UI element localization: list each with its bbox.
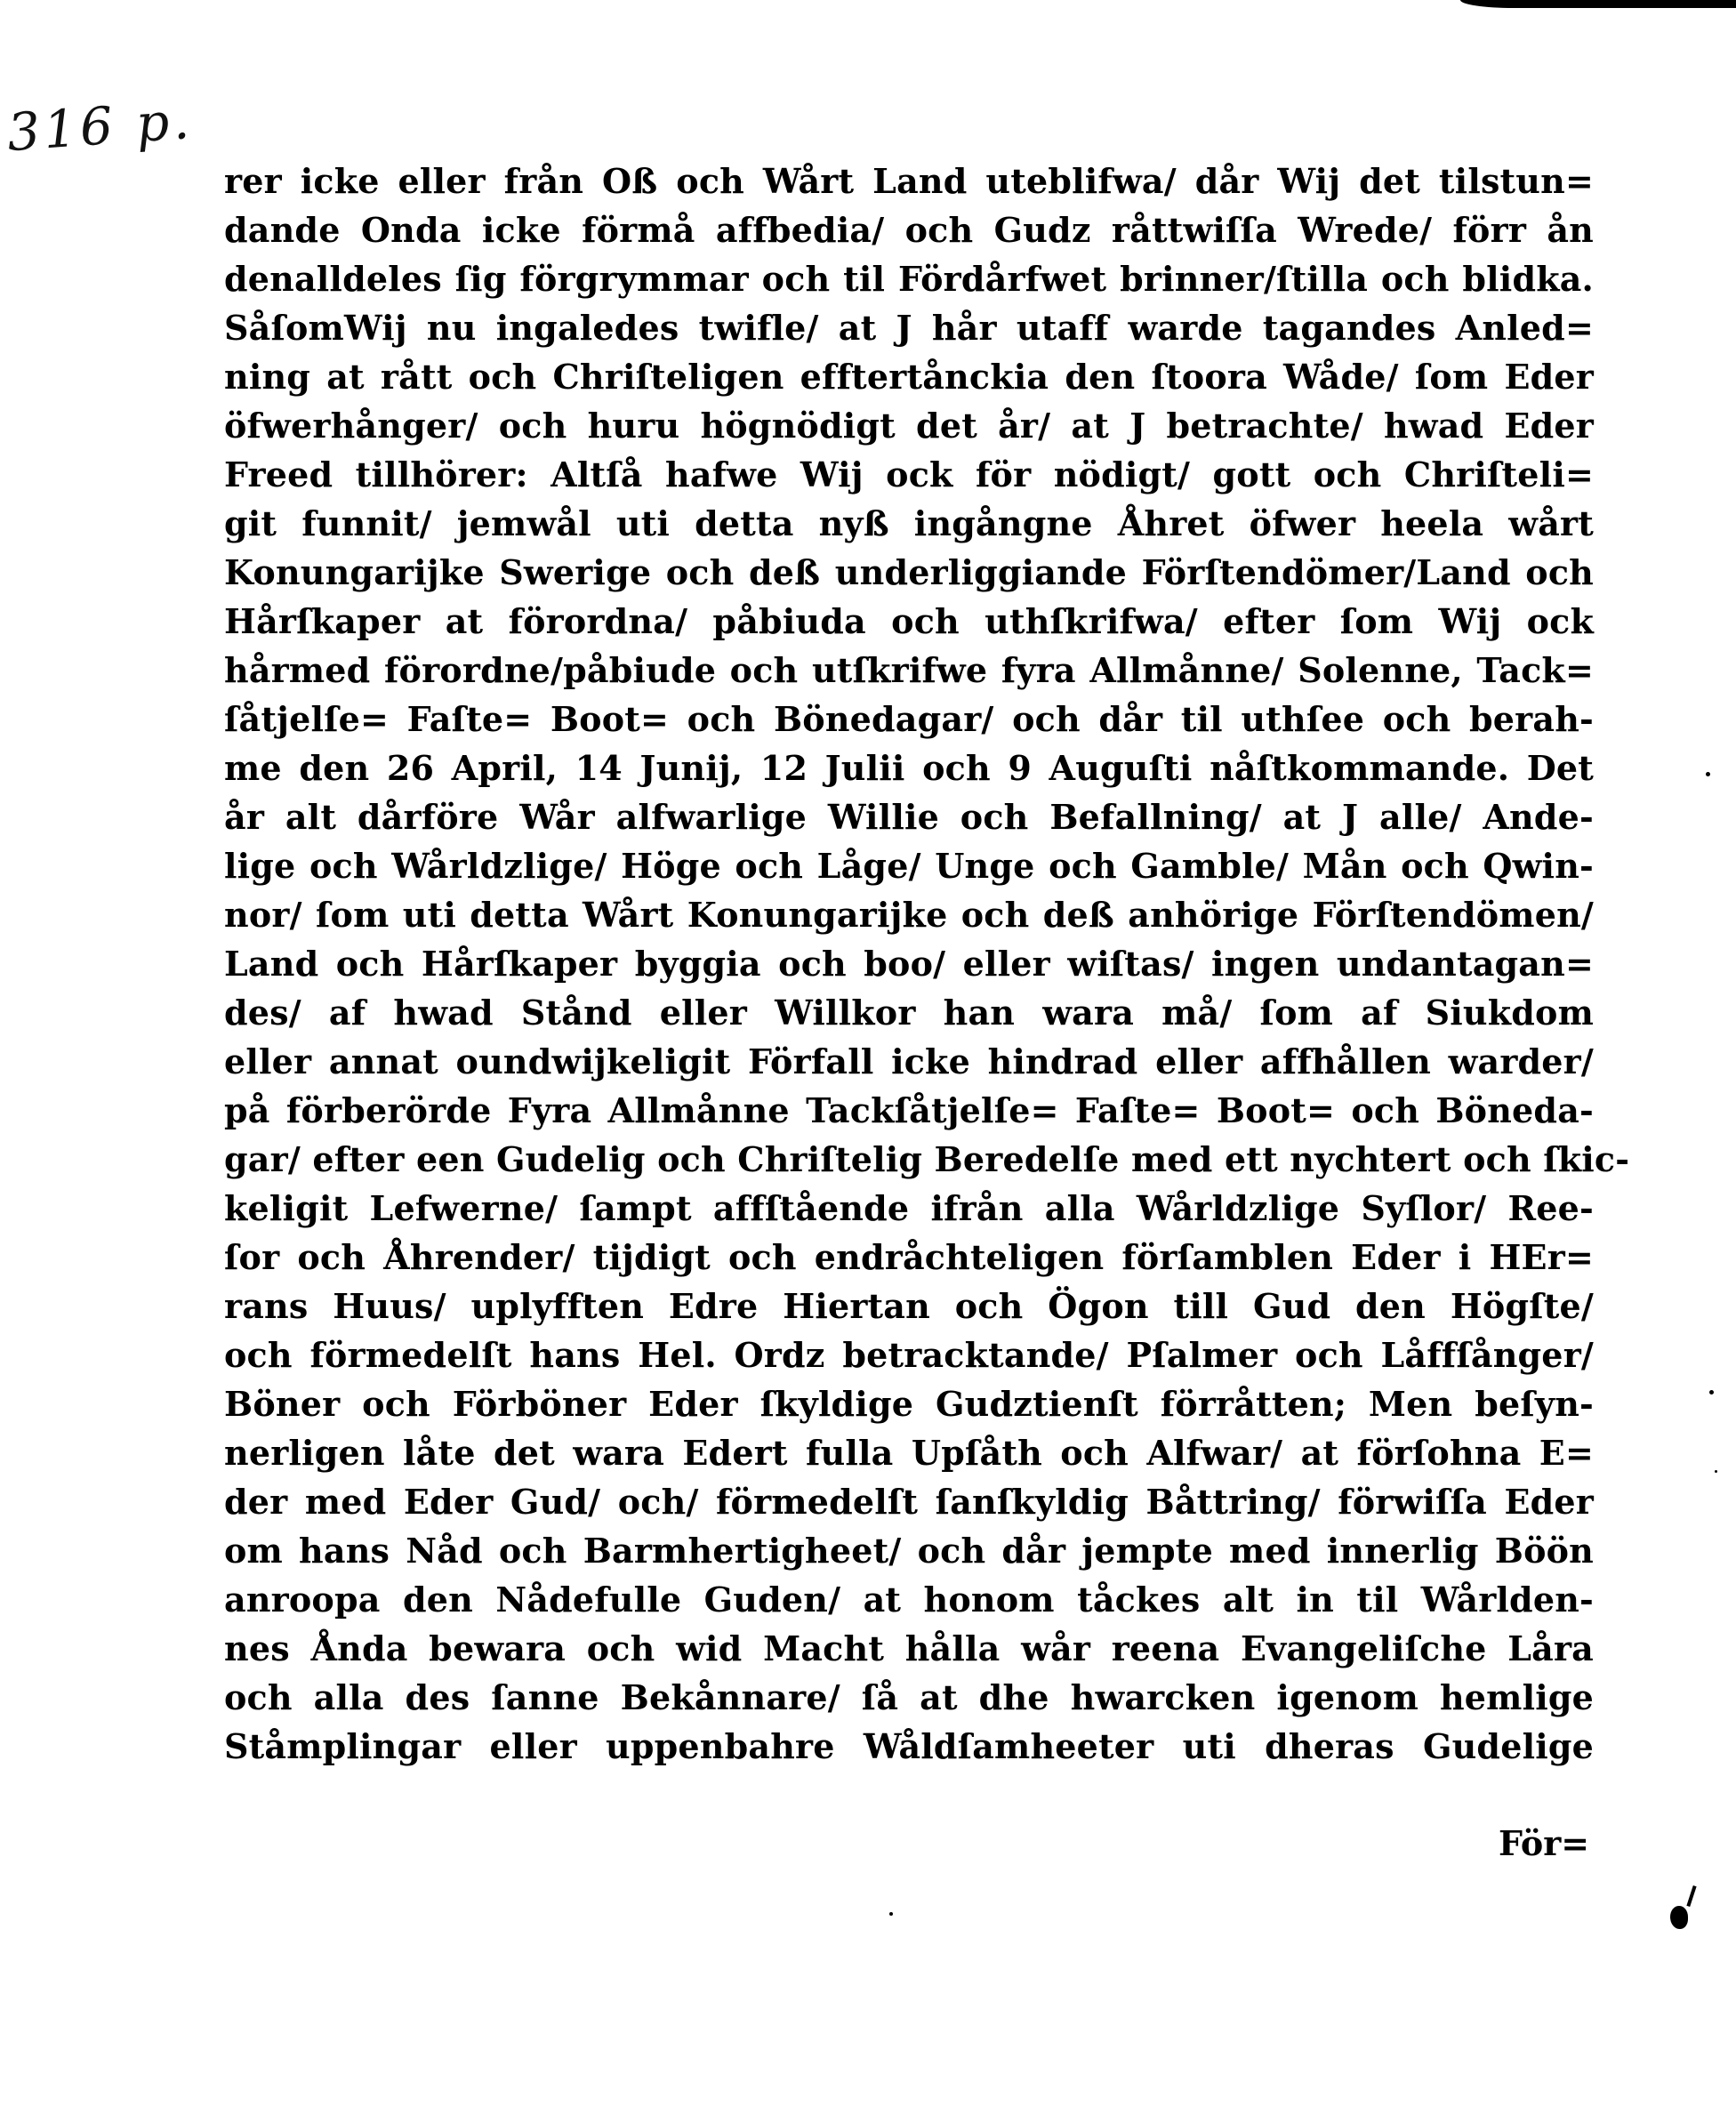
text-line: rer icke eller från Oß och Wårt Land uteblifwa/ dår Wij det tilstun= bbox=[224, 161, 1594, 201]
text-line: SåſomWij nu ingaledes twifle/ at J hår utaff warde tagandes Anled= bbox=[224, 308, 1594, 348]
text-line: år alt dårföre Wår alfwarlige Willie och Befallning/ at J alle/ Ande- bbox=[224, 797, 1594, 837]
page-edge-shadow bbox=[1460, 0, 1736, 8]
text-line: och alla des ſanne Bekånnare/ ſå at dhe hwarcken igenom hemlige bbox=[224, 1677, 1594, 1717]
text-line: ſåtjelſe= Faſte= Boot= och Bönedagar/ och dår til uthſee och berah- bbox=[224, 699, 1594, 739]
text-line: gar/ efter een Gudelig och Chriſtelig Beredelſe med ett nychtert och ſkic- bbox=[224, 1139, 1630, 1179]
text-line: keligit Lefwerne/ ſampt affſtående ifrån alla Wårldzlige Syſlor/ Ree- bbox=[224, 1188, 1594, 1228]
text-line: eller annat oundwijkeligit Förfall icke hindrad eller affhållen warder/ bbox=[224, 1041, 1594, 1081]
text-line: öfwerhånger/ och huru högnödigt det år/ at J betrachte/ hwad Eder bbox=[224, 406, 1594, 446]
text-line: git funnit/ jemwål uti detta nyß ingångne Åhret öfwer heela wårt bbox=[224, 503, 1594, 543]
text-line: Land och Hårſkaper byggia och boo/ eller wiſtas/ ingen undantagan= bbox=[224, 944, 1594, 984]
text-line: me den 26 April, 14 Junij, 12 Julii och 9 Auguſti nåſtkommande. Det bbox=[224, 748, 1594, 788]
text-line: des/ af hwad Stånd eller Willkor han wara må/ ſom af Siukdom bbox=[224, 993, 1594, 1033]
text-line: nerligen låte det wara Edert fulla Upſåth och Alfwar/ at förſohna E= bbox=[224, 1433, 1594, 1473]
catchword: För= bbox=[1499, 1823, 1590, 1863]
ink-speck-icon bbox=[1715, 1470, 1717, 1473]
ink-speck-icon bbox=[1709, 1390, 1714, 1395]
text-line: Hårſkaper at förordna/ påbiuda och uthſkrifwa/ efter ſom Wij ock bbox=[224, 601, 1594, 641]
text-line: hårmed förordne/påbiude och utſkrifwe fyra Allmånne/ Solenne, Tack= bbox=[224, 650, 1594, 690]
text-line: rans Huus/ uplyfften Edre Hiertan och Ögon till Gud den Högſte/ bbox=[224, 1286, 1594, 1326]
ink-blot-icon bbox=[1686, 1885, 1696, 1907]
text-line: ning at rått och Chriſteligen efftertånckia den ſtoora Wåde/ ſom Eder bbox=[224, 357, 1594, 397]
text-line: dande Onda icke förmå affbedia/ och Gudz råttwiſſa Wrede/ förr ån bbox=[224, 210, 1594, 250]
text-line: nor/ ſom uti detta Wårt Konungarijke och deß anhörige Förſtendömen/ bbox=[224, 895, 1594, 935]
text-line: på förberörde Fyra Allmånne Tackſåtjelſe= Faſte= Boot= och Böneda- bbox=[224, 1090, 1594, 1130]
text-line: der med Eder Gud/ och/ förmedelſt ſanſkyldig Båttring/ förwiſſa Eder bbox=[224, 1482, 1594, 1522]
body-text bbox=[224, 157, 1630, 1771]
ink-speck-icon bbox=[1706, 772, 1710, 776]
text-line: lige och Wårldzlige/ Höge och Låge/ Unge och Gamble/ Mån och Qwin- bbox=[224, 846, 1594, 886]
text-line: anroopa den Nådefulle Guden/ at honom tåckes alt in til Wårlden- bbox=[224, 1580, 1594, 1620]
text-line: nes Ånda bewara och wid Macht hålla wår reena Evangeliſche Låra bbox=[224, 1628, 1594, 1668]
handwritten-page-note: 316 p. bbox=[4, 89, 195, 164]
text-line: Konungarijke Swerige och deß underliggiande Förſtendömer/Land och bbox=[224, 552, 1594, 592]
text-line: Freed tillhörer: Altſå hafwe Wij ock för nödigt/ gott och Chriſteli= bbox=[224, 454, 1594, 494]
ink-speck-icon bbox=[889, 1912, 893, 1916]
text-line: och förmedelſt hans Hel. Ordz betracktande/ Pſalmer och Låffſånger/ bbox=[224, 1335, 1594, 1375]
text-line: Ståmplingar eller uppenbahre Wåldſamheeter uti dheras Gudelige bbox=[224, 1726, 1594, 1766]
ink-blot-icon bbox=[1670, 1906, 1688, 1929]
text-line: denalldeles ſig förgrymmar och til Fördårfwet brinner/ſtilla och blidka. bbox=[224, 259, 1594, 299]
text-line: Böner och Förböner Eder ſkyldige Gudztienſt förråtten; Men beſyn- bbox=[224, 1384, 1594, 1424]
text-line: om hans Nåd och Barmhertigheet/ och dår jempte med innerlig Böön bbox=[224, 1531, 1594, 1571]
text-line: ſor och Åhrender/ tijdigt och endråchteligen förſamblen Eder i HEr= bbox=[224, 1237, 1594, 1277]
